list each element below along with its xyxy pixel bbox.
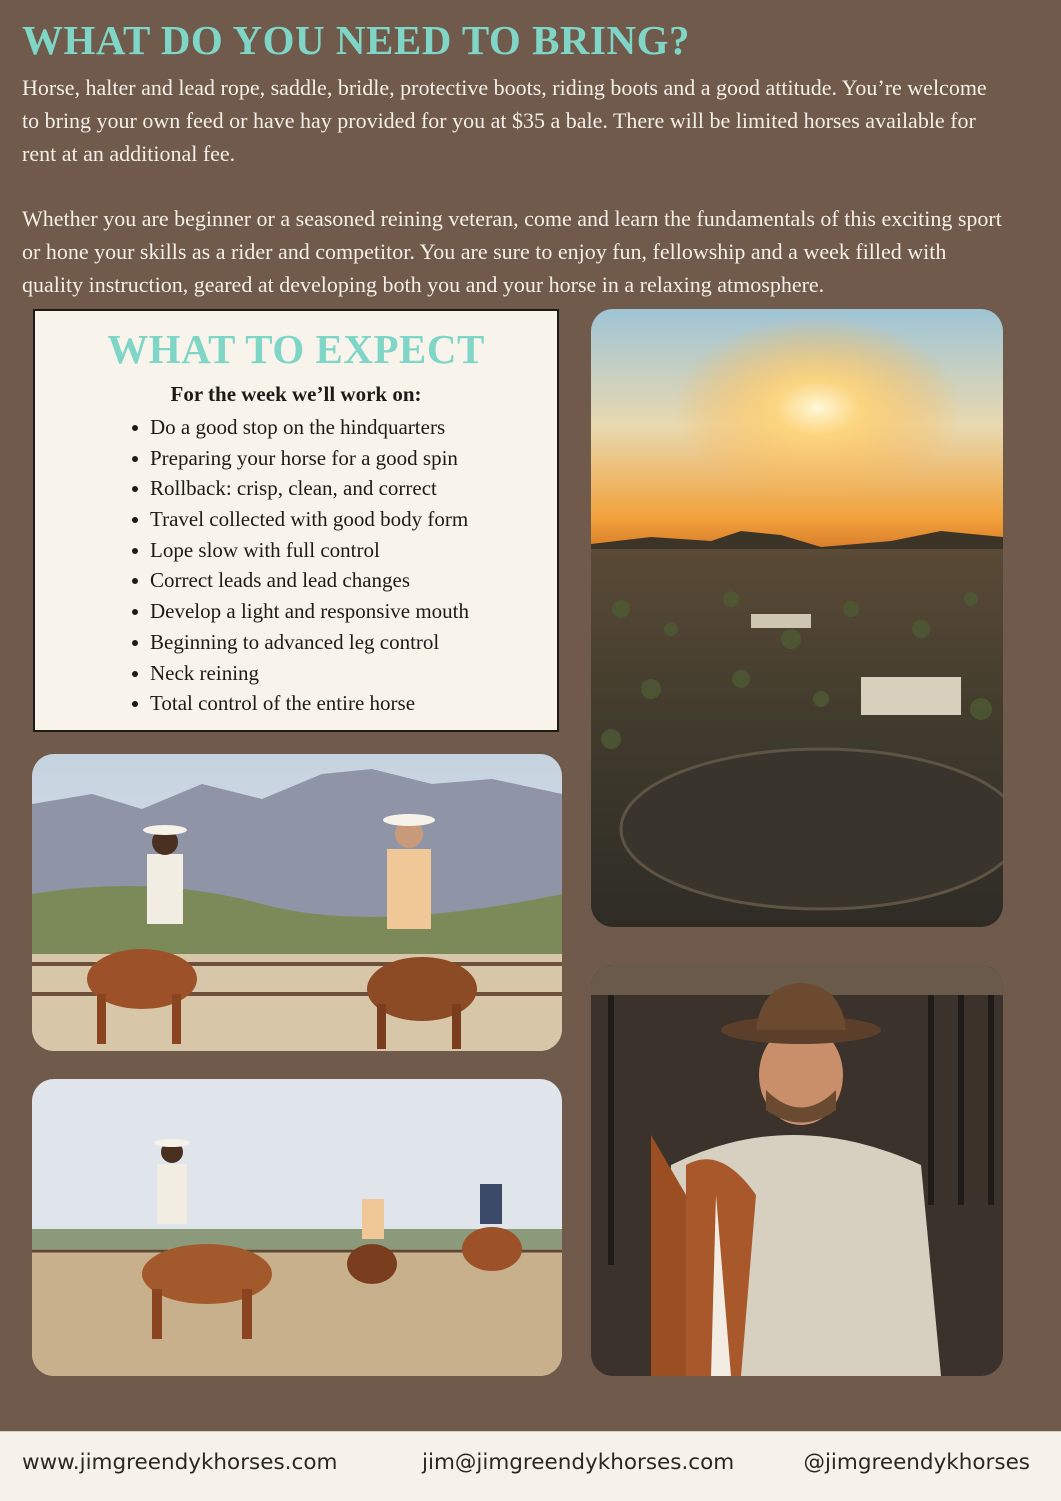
desert-sunset-ranch-photo: [591, 309, 1003, 927]
list-item: Do a good stop on the hindquarters: [132, 412, 469, 443]
expect-list: [132, 412, 469, 719]
list-item: Correct leads and lead changes: [132, 565, 469, 596]
expect-subtitle: For the week we’ll work on:: [170, 382, 422, 406]
list-item: Travel collected with good body form: [132, 504, 469, 535]
social-handle-link[interactable]: @jimgreendykhorses: [803, 1450, 1030, 1475]
two-riders-on-horses-photo: [32, 754, 562, 1051]
what-to-expect-box: [33, 309, 559, 732]
three-riders-in-arena-photo: [32, 1079, 562, 1376]
bring-heading: WHAT DO YOU NEED TO BRING?: [22, 17, 690, 63]
bring-paragraph: Horse, halter and lead rope, saddle, bridle, protective boots, riding boots and a good attitude. You’re welcome to bring your own feed or have hay provided for you at $35 a bale. There will be limited horses available for rent at an additional fee.: [22, 75, 987, 166]
expect-title: WHAT TO EXPECT: [107, 326, 485, 372]
cowboy-with-horse-photo: [591, 965, 1003, 1376]
list-item: Preparing your horse for a good spin: [132, 443, 469, 474]
footer: [0, 1431, 1061, 1501]
list-item: Beginning to advanced leg control: [132, 627, 469, 658]
list-item: Rollback: crisp, clean, and correct: [132, 473, 469, 504]
list-item: Lope slow with full control: [132, 535, 469, 566]
list-item: Neck reining: [132, 658, 469, 689]
list-item: Develop a light and responsive mouth: [132, 596, 469, 627]
website-link[interactable]: www.jimgreendykhorses.com: [22, 1450, 338, 1475]
email-link[interactable]: jim@jimgreendykhorses.com: [422, 1450, 735, 1475]
list-item: Total control of the entire horse: [132, 688, 469, 719]
intro-paragraph: Whether you are beginner or a seasoned reining veteran, come and learn the fundamentals of this exciting sport or hone your skills as a rider and competitor. You are sure to enjoy fun, fellowship and a week filled with quality instruction, geared at developing both you and your horse in a relaxing atmosphere.: [22, 206, 1002, 297]
